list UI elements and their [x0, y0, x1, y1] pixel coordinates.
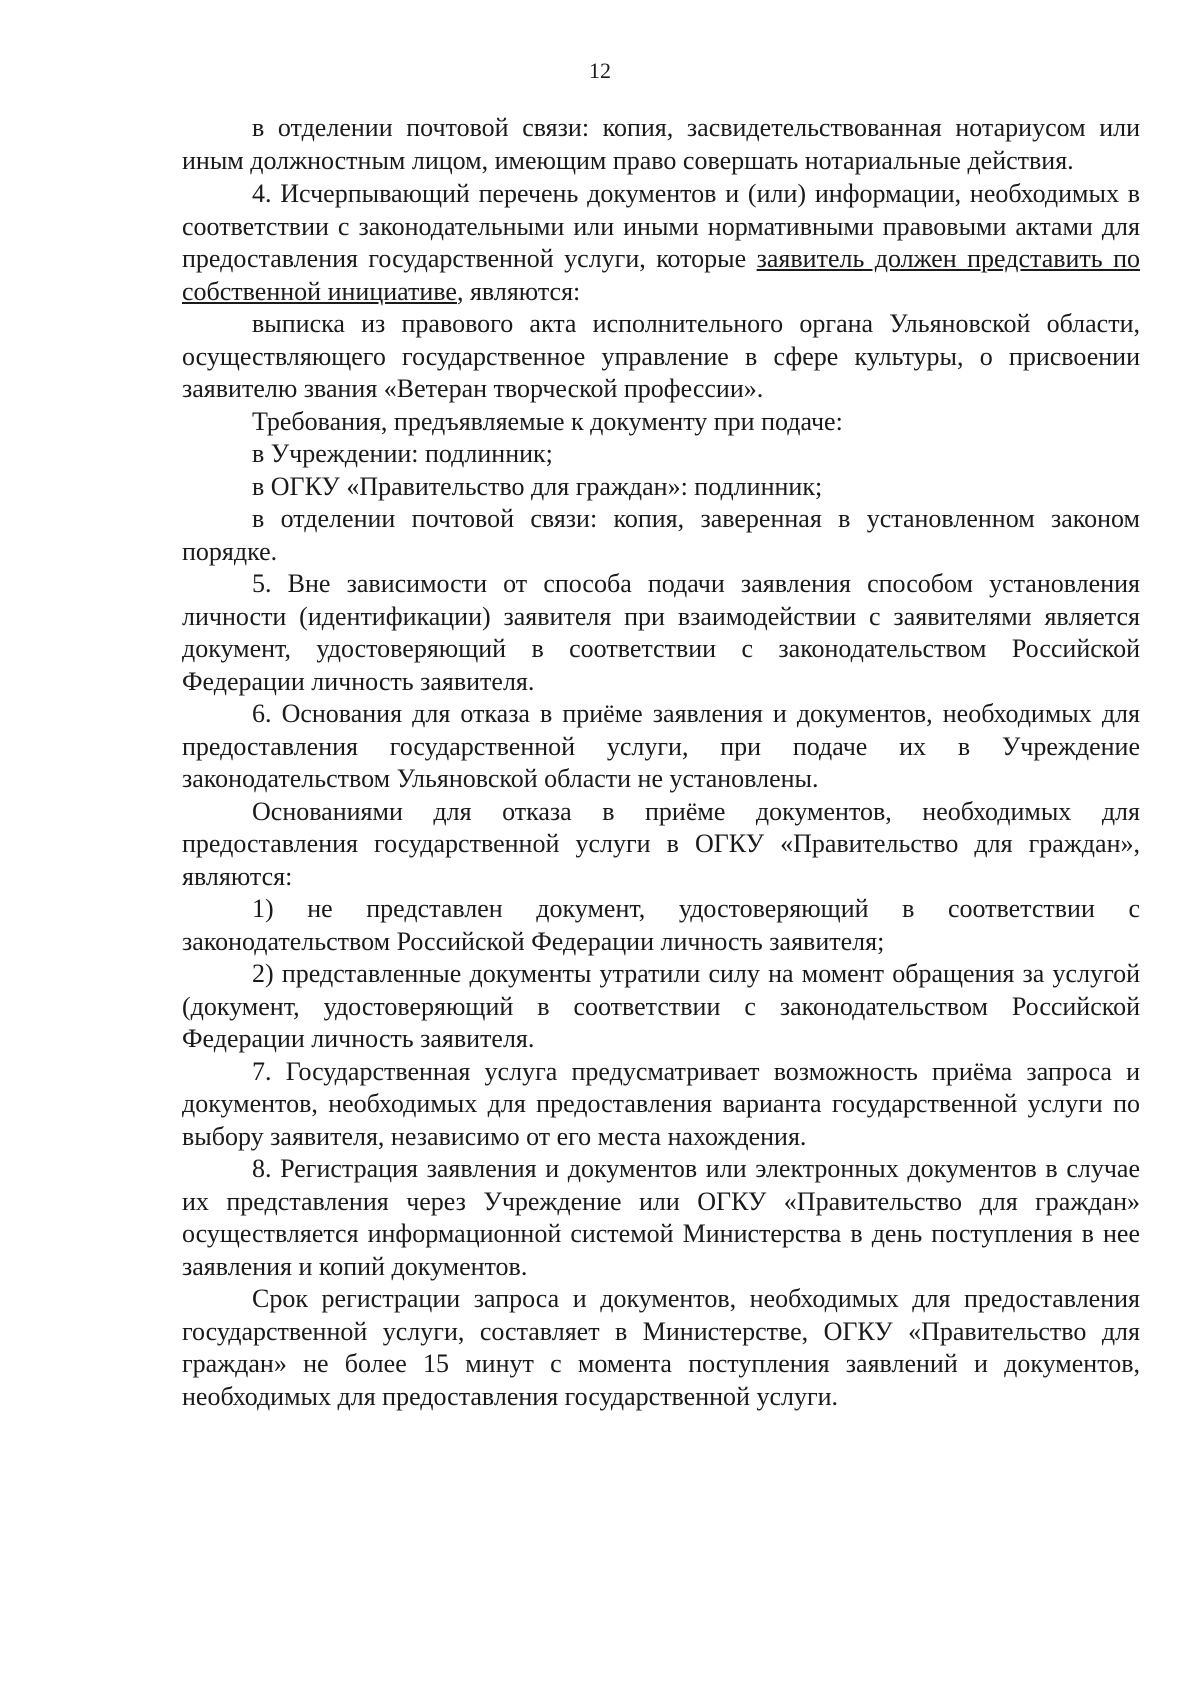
paragraph-subitem-2: 2) представленные документы утратили силу на момент обращения за услугой (документ, удостоверяющий в соответствии с законодательством Российской Федерации личность заявителя.	[182, 959, 1140, 1053]
paragraph-registration-term: Срок регистрации запроса и документов, необходимых для предоставления государственной услуги, составляет в Министерстве, ОГКУ «Правительство для граждан» не более 15 минут с момента поступления заявлений и документов, необходимых для предоставления государственной услуги.	[182, 1284, 1140, 1411]
paragraph-ogku-original: в ОГКУ «Правительство для граждан»: подлинник;	[252, 471, 823, 501]
paragraph-item-4-end: , являются:	[456, 276, 581, 306]
paragraph-subitem-1: 1) не представлен документ, удостоверяющий в соответствии с законодательством Российской Федерации личность заявителя;	[182, 894, 1140, 956]
paragraph-postal-certified-copy: в отделении почтовой связи: копия, заверенная в установленном законом порядке.	[182, 504, 1140, 566]
paragraph-item-7: 7. Государственная услуга предусматривает возможность приёма запроса и документов, необходимых для предоставления варианта государственной услуги по выбору заявителя, независимо от его места нахождения.	[182, 1056, 1140, 1151]
document-body	[182, 112, 1140, 1413]
paragraph-extract: выписка из правового акта исполнительного органа Ульяновской области, осуществляющего государственное управление в сфере культуры, о присвоении заявителю звания «Ветеран творческой профессии».	[182, 309, 1140, 403]
paragraph-item-5: 5. Вне зависимости от способа подачи заявления способом установления личности (идентификации) заявителя при взаимодействии с заявителями является документ, удостоверяющий в соответствии с законодательством Российской Федерации личность заявителя.	[182, 569, 1140, 696]
paragraph-item-4-start: 4. Исчерпывающий перечень документов и (или) информации, необходимых в соответствии с законодательными или иными нормативными правовыми актами для предоставления государственной услуги, которые	[182, 179, 1140, 273]
paragraph-item-4	[182, 178, 1140, 308]
paragraph-item-6: 6. Основания для отказа в приёме заявления и документов, необходимых для предоставления государственной услуги, при подаче их в Учреждение законодательством Ульяновской области не установлены.	[182, 699, 1140, 793]
paragraph-item-8: 8. Регистрация заявления и документов или электронных документов в случае их представления через Учреждение или ОГКУ «Правительство для граждан» осуществляется информационной системой Министерства в день поступления в нее заявления и копий документов.	[182, 1154, 1140, 1281]
paragraph-institution-original: в Учреждении: подлинник;	[252, 439, 553, 468]
paragraph-postal-notary-copy: в отделении почтовой связи: копия, засвидетельствованная нотариусом или иным должностным лицом, имеющим право совершать нотариальные действия.	[182, 113, 1140, 175]
paragraph-refusal-grounds: Основаниями для отказа в приёме документов, необходимых для предоставления государственной услуги в ОГКУ «Правительство для граждан», являются:	[182, 796, 1140, 891]
page-number: 12	[589, 58, 611, 83]
paragraph-requirements: Требования, предъявляемые к документу при подаче:	[252, 406, 843, 436]
paragraph-item-4-underlined: заявитель должен представить по собственной инициативе	[182, 244, 1140, 306]
